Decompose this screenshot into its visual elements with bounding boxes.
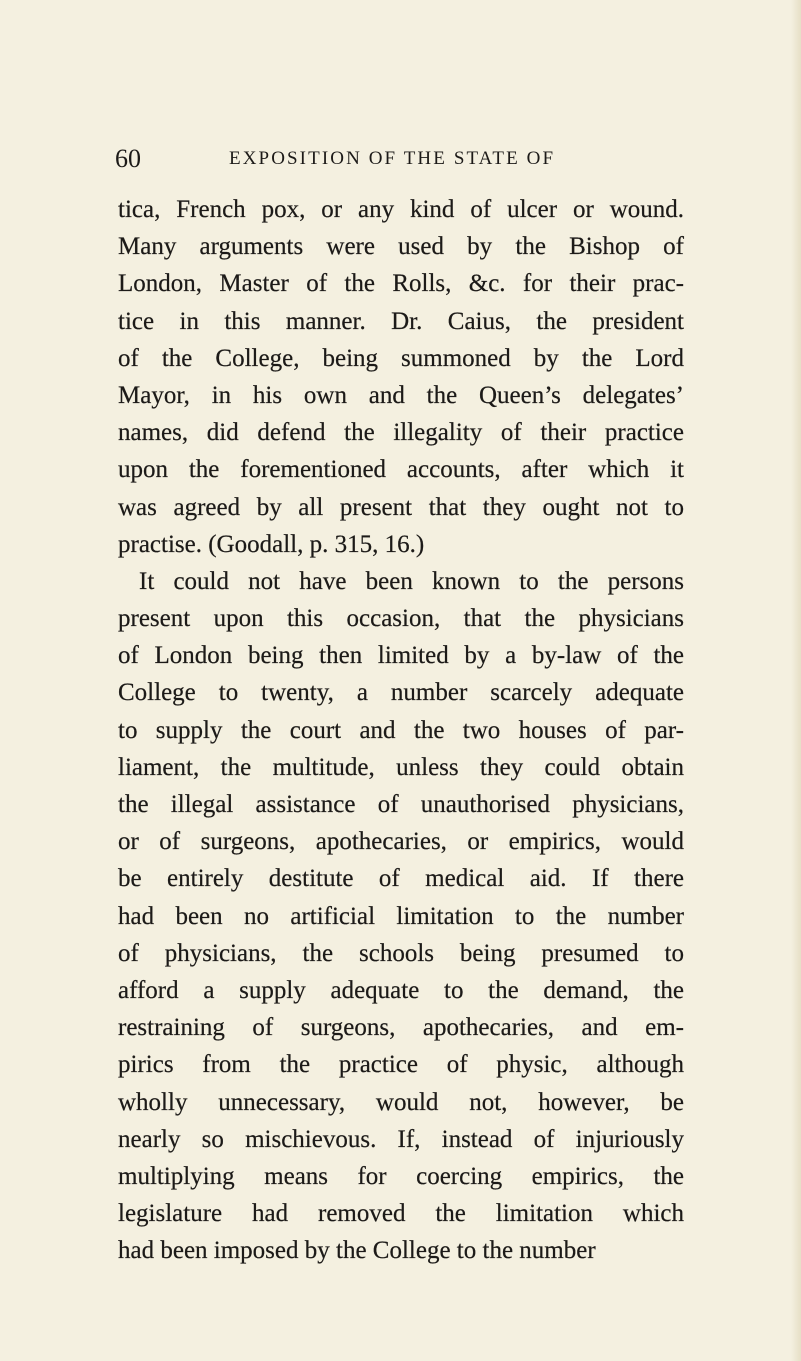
text-line: upon the forementioned accounts, after which it [118, 456, 684, 484]
text-line: Many arguments were used by the Bishop of [118, 233, 684, 261]
text-line: of London being then limited by a by-law of the [118, 642, 684, 670]
text-line: liament, the multitude, unless they could obtain [118, 753, 684, 781]
text-line: restraining of surgeons, apothecaries, and em- [118, 1014, 684, 1042]
page-edge-shadow [791, 0, 801, 1361]
text-line: of the College, being summoned by the Lord [118, 344, 684, 372]
text-line: practise. (Goodall, p. 315, 16.) [118, 530, 425, 558]
text-line: pirics from the practice of physic, although [118, 1051, 684, 1079]
text-line: names, did defend the illegality of their practice [118, 419, 684, 447]
text-line: tice in this manner. Dr. Caius, the president [118, 307, 684, 335]
page-number: 60 [115, 144, 141, 173]
text-line: the illegal assistance of unauthorised physicians, [118, 791, 684, 818]
text-line: or of surgeons, apothecaries, or empirics, would [118, 828, 684, 856]
text-line: afford a supply adequate to the demand, the [118, 976, 684, 1004]
running-title: EXPOSITION OF THE STATE OF [229, 148, 556, 169]
text-line: be entirely destitute of medical aid. If there [118, 865, 684, 893]
text-line: London, Master of the Rolls, &c. for their prac- [118, 270, 684, 298]
text-line: College to twenty, a number scarcely adequate [118, 679, 684, 707]
text-line: had been no artificial limitation to the number [118, 902, 684, 930]
text-line: legislature had removed the limitation which [118, 1200, 684, 1228]
page-header [115, 141, 687, 177]
text-line: of physicians, the schools being presumed to [118, 939, 684, 967]
text-line: had been imposed by the College to the number [118, 1237, 596, 1265]
body-text [118, 191, 684, 1269]
text-line: It could not have been known to the persons [139, 567, 684, 595]
text-line: was agreed by all present that they ought not to [118, 493, 684, 521]
text-line: nearly so mischievous. If, instead of injuriously [118, 1125, 684, 1153]
text-line: wholly unnecessary, would not, however, be [118, 1088, 684, 1116]
text-line: multiplying means for coercing empirics, the [118, 1162, 684, 1190]
text-line: tica, French pox, or any kind of ulcer or wound. [118, 196, 684, 223]
text-line: Mayor, in his own and the Queen’s delegates’ [118, 381, 684, 409]
text-line: present upon this occasion, that the physicians [118, 605, 684, 633]
text-line: to supply the court and the two houses of par- [118, 716, 684, 744]
